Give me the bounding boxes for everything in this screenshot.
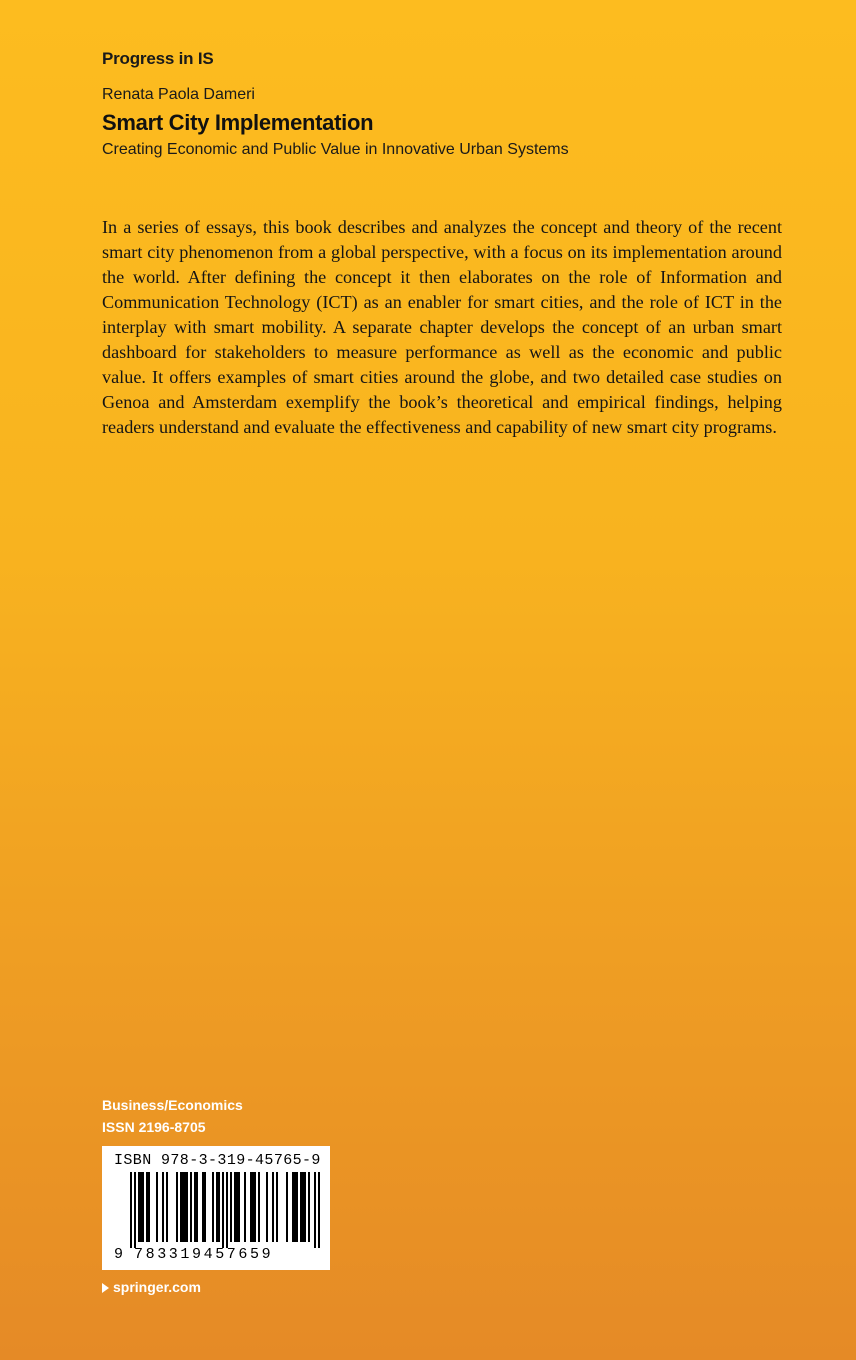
barcode-bar — [230, 1172, 232, 1242]
barcode-digits — [102, 1245, 330, 1267]
issn-number: ISSN 2196-8705 — [102, 1119, 206, 1135]
isbn-label: ISBN 978-3-319-45765-9 — [114, 1152, 321, 1169]
barcode-bar — [272, 1172, 274, 1242]
barcode-bar — [142, 1172, 144, 1242]
barcode-bar — [196, 1172, 198, 1242]
barcode-bar — [254, 1172, 256, 1242]
barcode-bar — [234, 1172, 236, 1242]
barcode-bar — [140, 1172, 142, 1242]
barcode-bar — [302, 1172, 304, 1242]
barcode-bar — [308, 1172, 310, 1242]
barcode-bar — [216, 1172, 218, 1242]
barcode-bar — [226, 1172, 228, 1248]
barcode-bar — [238, 1172, 240, 1242]
isbn-barcode — [102, 1146, 330, 1270]
publisher-website-link[interactable] — [102, 1276, 201, 1298]
barcode-bar — [202, 1172, 204, 1242]
barcode-bar — [244, 1172, 246, 1242]
subject-category: Business/Economics — [102, 1097, 243, 1113]
barcode-bar — [250, 1172, 252, 1242]
barcode-bar — [252, 1172, 254, 1242]
barcode-bar — [148, 1172, 150, 1242]
book-subtitle: Creating Economic and Public Value in Innovative Urban Systems — [102, 141, 569, 158]
barcode-bar — [134, 1172, 136, 1248]
book-title: Smart City Implementation — [102, 110, 374, 135]
barcode-bar — [218, 1172, 220, 1242]
barcode-bar — [286, 1172, 288, 1242]
arrow-right-icon — [102, 1283, 109, 1293]
barcode-lead-digit: 9 — [114, 1246, 124, 1263]
book-description: In a series of essays, this book describes and analyzes the concept and theory of the recent smart city phenomenon from a global perspective, with a focus on its implementation around the world. After defining the concept it then elaborates on the role of Information and Communication Technology (ICT) as an enabler for smart cities, and the role of ICT in the interplay with smart mobility. A separate chapter develops the concept of an urban smart dashboard for stakeholders to measure performance as well as the economic and public value. It offers examples of smart cities around the globe, and two detailed case studies on Genoa and Amsterdam exemplify the book’s theoretical and empirical findings, helping readers understand and evaluate the effectiveness and capability of new smart city programs. — [102, 217, 782, 437]
barcode-bars — [102, 1172, 330, 1248]
barcode-bar — [138, 1172, 140, 1242]
barcode-bar — [180, 1172, 182, 1242]
barcode-bar — [266, 1172, 268, 1242]
barcode-bar — [204, 1172, 206, 1242]
barcode-bar — [212, 1172, 214, 1242]
barcode-bar — [300, 1172, 302, 1242]
barcode-bar — [276, 1172, 278, 1242]
barcode-bar — [304, 1172, 306, 1242]
barcode-bar — [222, 1172, 224, 1248]
barcode-bar — [318, 1172, 320, 1248]
cover-header — [102, 47, 802, 161]
barcode-bar — [182, 1172, 184, 1242]
barcode-bar — [162, 1172, 164, 1242]
barcode-bar — [258, 1172, 260, 1242]
cover-footer — [102, 1094, 402, 1138]
barcode-bar — [186, 1172, 188, 1242]
barcode-bar — [296, 1172, 298, 1242]
barcode-bar — [292, 1172, 294, 1242]
barcode-bar — [184, 1172, 186, 1242]
series-name: Progress in IS — [102, 49, 214, 68]
barcode-bar — [130, 1172, 132, 1248]
barcode-bar — [194, 1172, 196, 1242]
barcode-bar — [190, 1172, 192, 1242]
barcode-bar — [294, 1172, 296, 1242]
barcode-bar — [176, 1172, 178, 1242]
barcode-bar — [236, 1172, 238, 1242]
publisher-website-label: springer.com — [113, 1279, 201, 1295]
barcode-bar — [146, 1172, 148, 1242]
barcode-bar — [314, 1172, 316, 1248]
author-name: Renata Paola Dameri — [102, 86, 255, 103]
barcode-bar — [166, 1172, 168, 1242]
barcode-main-digits: 783319457659 — [134, 1246, 274, 1263]
barcode-bar — [156, 1172, 158, 1242]
